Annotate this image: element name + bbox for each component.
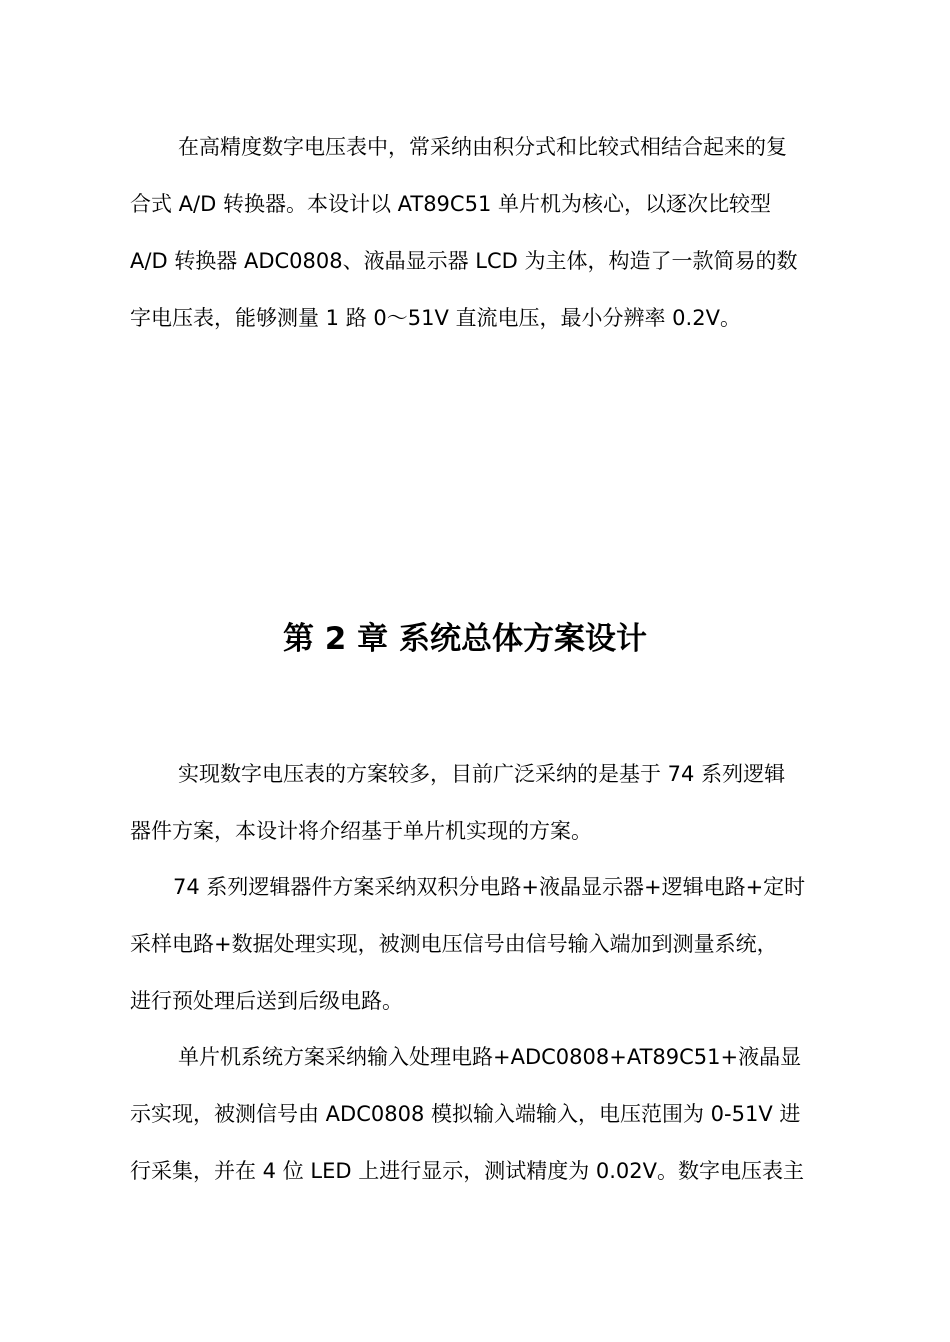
para2-line-1: 74 系列逻辑器件方案采纳双积分电路+液晶显示器+逻辑电路+定时 xyxy=(173,875,806,899)
para1-line-2: 器件方案，本设计将介绍基于单片机实现的方案。 xyxy=(130,819,592,843)
intro-line-2: 合式 A/D 转换器。本设计以 AT89C51 单片机为核心，以逐次比较型 xyxy=(130,192,771,216)
para2-line-3: 进行预处理后送到后级电路。 xyxy=(130,989,403,1013)
chapter-title: 第 2 章 系统总体方案设计 xyxy=(283,621,647,657)
intro-line-1: 在高精度数字电压表中，常采纳由积分式和比较式相结合起来的复 xyxy=(178,135,787,159)
para1-line-1: 实现数字电压表的方案较多，目前广泛采纳的是基于 74 系列逻辑 xyxy=(178,762,786,786)
intro-line-3: A/D 转换器 ADC0808、液晶显示器 LCD 为主体，构造了一款简易的数 xyxy=(130,249,798,273)
para2-line-2: 采样电路+数据处理实现，被测电压信号由信号输入端加到测量系统， xyxy=(130,932,778,956)
para3-line-2: 示实现，被测信号由 ADC0808 模拟输入端输入，电压范围为 0-51V 进 xyxy=(130,1102,801,1126)
para3-line-1: 单片机系统方案采纳输入处理电路+ADC0808+AT89C51+液晶显 xyxy=(178,1045,802,1069)
para3-line-3: 行采集，并在 4 位 LED 上进行显示，测试精度为 0.02V。数字电压表主 xyxy=(130,1159,804,1183)
intro-line-4: 字电压表，能够测量 1 路 0～51V 直流电压，最小分辨率 0.2V。 xyxy=(130,306,741,330)
